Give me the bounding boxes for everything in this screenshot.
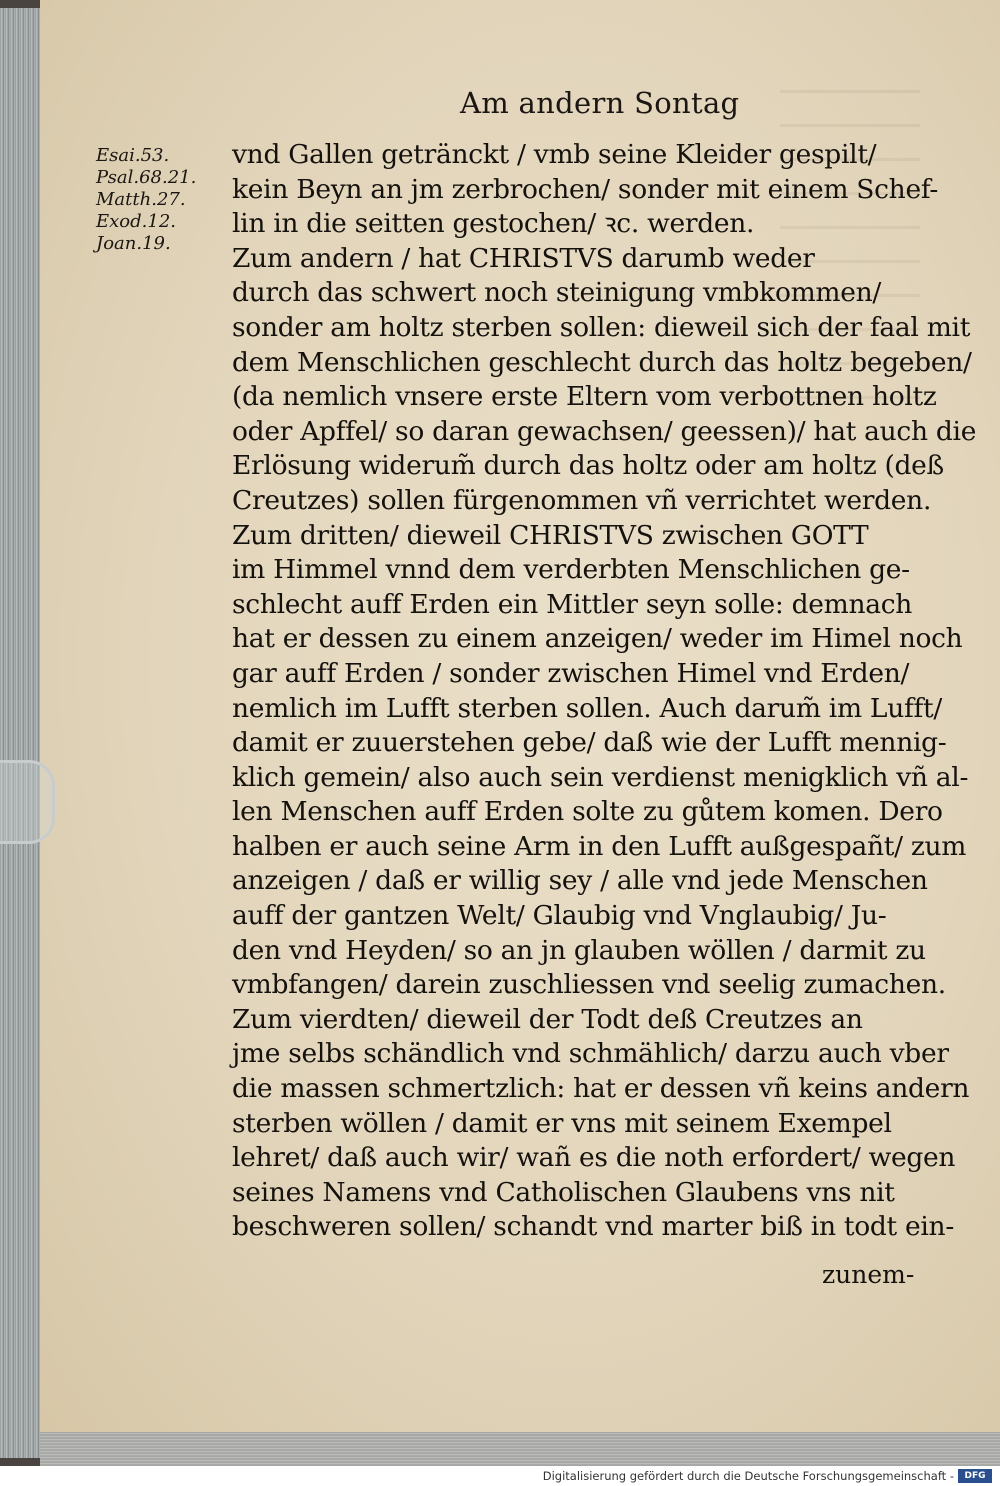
text-line: damit er zuuerstehen gebe/ daß wie der Lufft mennig- bbox=[232, 727, 947, 759]
text-line: Zum dritten/ dieweil CHRISTVS zwischen GOTT bbox=[232, 519, 869, 551]
margin-note: Joan.19. bbox=[96, 233, 171, 254]
text-line: seines Namens vnd Catholischen Glaubens vns nit bbox=[232, 1176, 895, 1208]
text-line: jme selbs schändlich vnd schmählich/ darzu auch vber bbox=[232, 1038, 949, 1070]
body-text bbox=[232, 138, 977, 1245]
margin-notes bbox=[96, 145, 196, 255]
text-line: vnd Gallen getränckt / vmb seine Kleider gespilt/ bbox=[232, 139, 877, 170]
text-line: (da nemlich vnsere erste Eltern vom verbottnen holtz bbox=[232, 381, 937, 413]
text-line: die massen schmertzlich: hat er dessen vñ keins andern bbox=[232, 1073, 970, 1105]
text-line: Zum andern / hat CHRISTVS darumb weder bbox=[232, 242, 815, 274]
text-line: oder Apffel/ so daran gewachsen/ geessen)/ hat auch die bbox=[232, 415, 977, 447]
running-head: Am andern Sontag bbox=[460, 86, 740, 120]
text-line: auff der gantzen Welt/ Glaubig vnd Vnglaubig/ Ju- bbox=[232, 900, 887, 932]
dfg-logo-icon[interactable]: DFG bbox=[958, 1469, 992, 1483]
text-line: gar auff Erden / sonder zwischen Himel vnd Erden/ bbox=[232, 657, 910, 689]
text-line: durch das schwert noch steinigung vmbkommen/ bbox=[232, 277, 882, 309]
text-line: Erlösung widerum̃ durch das holtz oder am holtz (deß bbox=[232, 450, 944, 482]
bottom-page-stack bbox=[40, 1432, 1000, 1466]
text-line: hat er dessen zu einem anzeigen/ weder im Himel noch bbox=[232, 623, 963, 655]
text-line: kein Beyn an jm zerbrochen/ sonder mit einem Schef- bbox=[232, 173, 939, 205]
text-line: beschweren sollen/ schandt vnd marter biß in todt ein- bbox=[232, 1211, 954, 1243]
margin-note: Matth.27. bbox=[96, 189, 186, 210]
margin-note: Psal.68.21. bbox=[96, 167, 197, 188]
text-line: anzeigen / daß er willig sey / alle vnd jede Menschen bbox=[232, 865, 928, 897]
text-line: klich gemein/ also auch sein verdienst menigklich vñ al- bbox=[232, 761, 969, 793]
text-line: halben er auch seine Arm in den Lufft außgespañt/ zum bbox=[232, 830, 967, 862]
funding-credit: Digitalisierung gefördert durch die Deutsche Forschungsgemeinschaft - bbox=[542, 1469, 954, 1483]
text-line: len Menschen auff Erden solte zu gůtem komen. Dero bbox=[232, 796, 943, 828]
text-line: Creutzes) sollen fürgenommen vñ verrichtet werden. bbox=[232, 484, 932, 516]
paper-clip bbox=[0, 760, 55, 844]
text-line: im Himmel vnnd dem verderbten Menschlichen ge- bbox=[232, 554, 910, 586]
catchword: zunem- bbox=[822, 1260, 915, 1289]
text-line: sterben wöllen / damit er vns mit seinem Exempel bbox=[232, 1107, 892, 1139]
text-line: schlecht auff Erden ein Mittler seyn solle: demnach bbox=[232, 588, 913, 620]
text-line: dem Menschlichen geschlecht durch das holtz begeben/ bbox=[232, 346, 972, 378]
footer-bar bbox=[0, 1466, 1000, 1486]
text-line: lehret/ daß auch wir/ wañ es die noth erfordert/ wegen bbox=[232, 1142, 956, 1174]
text-line: Zum vierdten/ dieweil der Todt deß Creutzes an bbox=[232, 1003, 863, 1035]
text-line: nemlich im Lufft sterben sollen. Auch darum̃ im Lufft/ bbox=[232, 692, 942, 724]
text-line: den vnd Heyden/ so an jn glauben wöllen / darmit zu bbox=[232, 934, 926, 966]
text-line: lin in die seitten gestochen/ ꝛc. werden. bbox=[232, 208, 755, 240]
margin-note: Esai.53. bbox=[96, 145, 170, 166]
text-line: vmbfangen/ darein zuschliessen vnd seelig zumachen. bbox=[232, 969, 946, 1001]
text-line: sonder am holtz sterben sollen: dieweil sich der faal mit bbox=[232, 311, 971, 343]
margin-note: Exod.12. bbox=[96, 211, 176, 232]
